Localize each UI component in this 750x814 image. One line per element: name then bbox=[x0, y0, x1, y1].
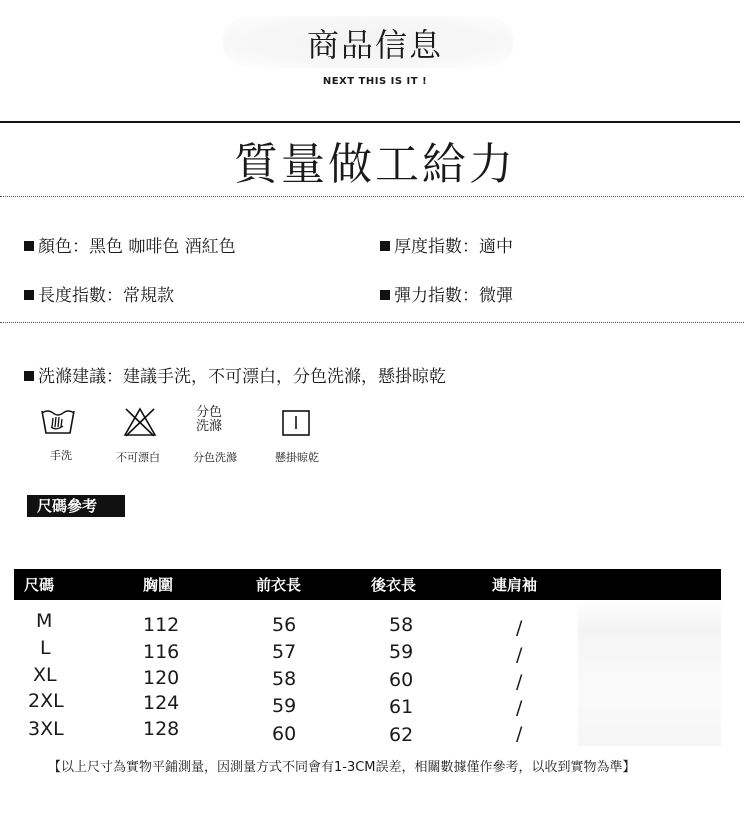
bullet-square-icon bbox=[380, 290, 390, 300]
table-cell: 62 bbox=[389, 724, 414, 746]
bullet-square-icon bbox=[24, 371, 34, 381]
measurement-note: 【以上尺寸為實物平鋪測量，因測量方式不同會有1-3CM誤差，相關數據僅作參考，以收到實物為準】 bbox=[48, 760, 636, 775]
attr-length: 長度指數：常規款 bbox=[24, 281, 174, 306]
table-cell: 112 bbox=[143, 614, 180, 636]
table-cell: 60 bbox=[272, 723, 297, 745]
attr-elasticity: 彈力指數：微彈 bbox=[380, 281, 513, 306]
table-cell: L bbox=[40, 637, 51, 659]
no-bleach-icon bbox=[122, 406, 158, 442]
column-header-front-length: 前衣長 bbox=[256, 576, 302, 594]
table-cell: 58 bbox=[389, 614, 414, 636]
quality-headline: 質量做工給力 bbox=[234, 139, 516, 190]
background-shade bbox=[578, 600, 721, 746]
table-cell: 58 bbox=[272, 668, 297, 690]
table-cell: 128 bbox=[143, 718, 180, 740]
table-cell: 124 bbox=[143, 692, 180, 714]
bullet-square-icon bbox=[380, 241, 390, 251]
page-subtitle: NEXT THIS IS IT ! bbox=[322, 76, 428, 87]
size-reference-tag: 尺碼參考 bbox=[27, 495, 125, 517]
dotted-divider bbox=[0, 196, 744, 197]
table-cell: / bbox=[516, 671, 523, 693]
table-cell: 56 bbox=[272, 614, 297, 636]
column-header-sleeve: 連肩袖 bbox=[492, 576, 538, 594]
dotted-divider bbox=[0, 322, 744, 323]
attr-thickness: 厚度指數：適中 bbox=[380, 232, 513, 257]
table-cell: 57 bbox=[272, 641, 297, 663]
table-cell: / bbox=[516, 617, 523, 639]
table-cell: XL bbox=[33, 664, 57, 686]
table-cell: 3XL bbox=[28, 718, 64, 740]
page-title: 商品信息 bbox=[306, 26, 443, 64]
table-cell: / bbox=[516, 723, 523, 745]
table-cell: M bbox=[36, 610, 53, 632]
care-label-hang-dry: 懸掛晾乾 bbox=[275, 451, 319, 464]
table-cell: 60 bbox=[389, 669, 414, 691]
table-cell: / bbox=[516, 644, 523, 666]
attr-color: 顏色：黑色 咖啡色 酒紅色 bbox=[24, 232, 236, 257]
table-cell: 116 bbox=[143, 641, 180, 663]
column-header-chest: 胸圍 bbox=[143, 576, 174, 594]
bullet-square-icon bbox=[24, 290, 34, 300]
bullet-square-icon bbox=[24, 241, 34, 251]
table-cell: 59 bbox=[272, 695, 297, 717]
table-cell: 120 bbox=[143, 667, 180, 689]
attr-wash-advice: 洗滌建議：建議手洗，不可漂白，分色洗滌，懸掛晾乾 bbox=[24, 362, 446, 387]
table-cell: / bbox=[516, 697, 523, 719]
separate-wash-icon: 分色 洗滌 bbox=[196, 405, 223, 434]
hand-wash-icon bbox=[40, 407, 76, 441]
table-cell: 2XL bbox=[28, 690, 64, 712]
care-label-no-bleach: 不可漂白 bbox=[116, 451, 160, 464]
table-cell: 59 bbox=[389, 641, 414, 663]
care-label-separate-wash: 分色洗滌 bbox=[193, 451, 237, 464]
table-cell: 61 bbox=[389, 696, 414, 718]
size-table-header bbox=[14, 569, 721, 600]
divider-line bbox=[0, 121, 740, 123]
care-label-hand-wash: 手洗 bbox=[50, 449, 72, 462]
column-header-size: 尺碼 bbox=[24, 576, 55, 594]
hang-dry-icon bbox=[282, 410, 310, 440]
column-header-back-length: 後衣長 bbox=[371, 576, 417, 594]
